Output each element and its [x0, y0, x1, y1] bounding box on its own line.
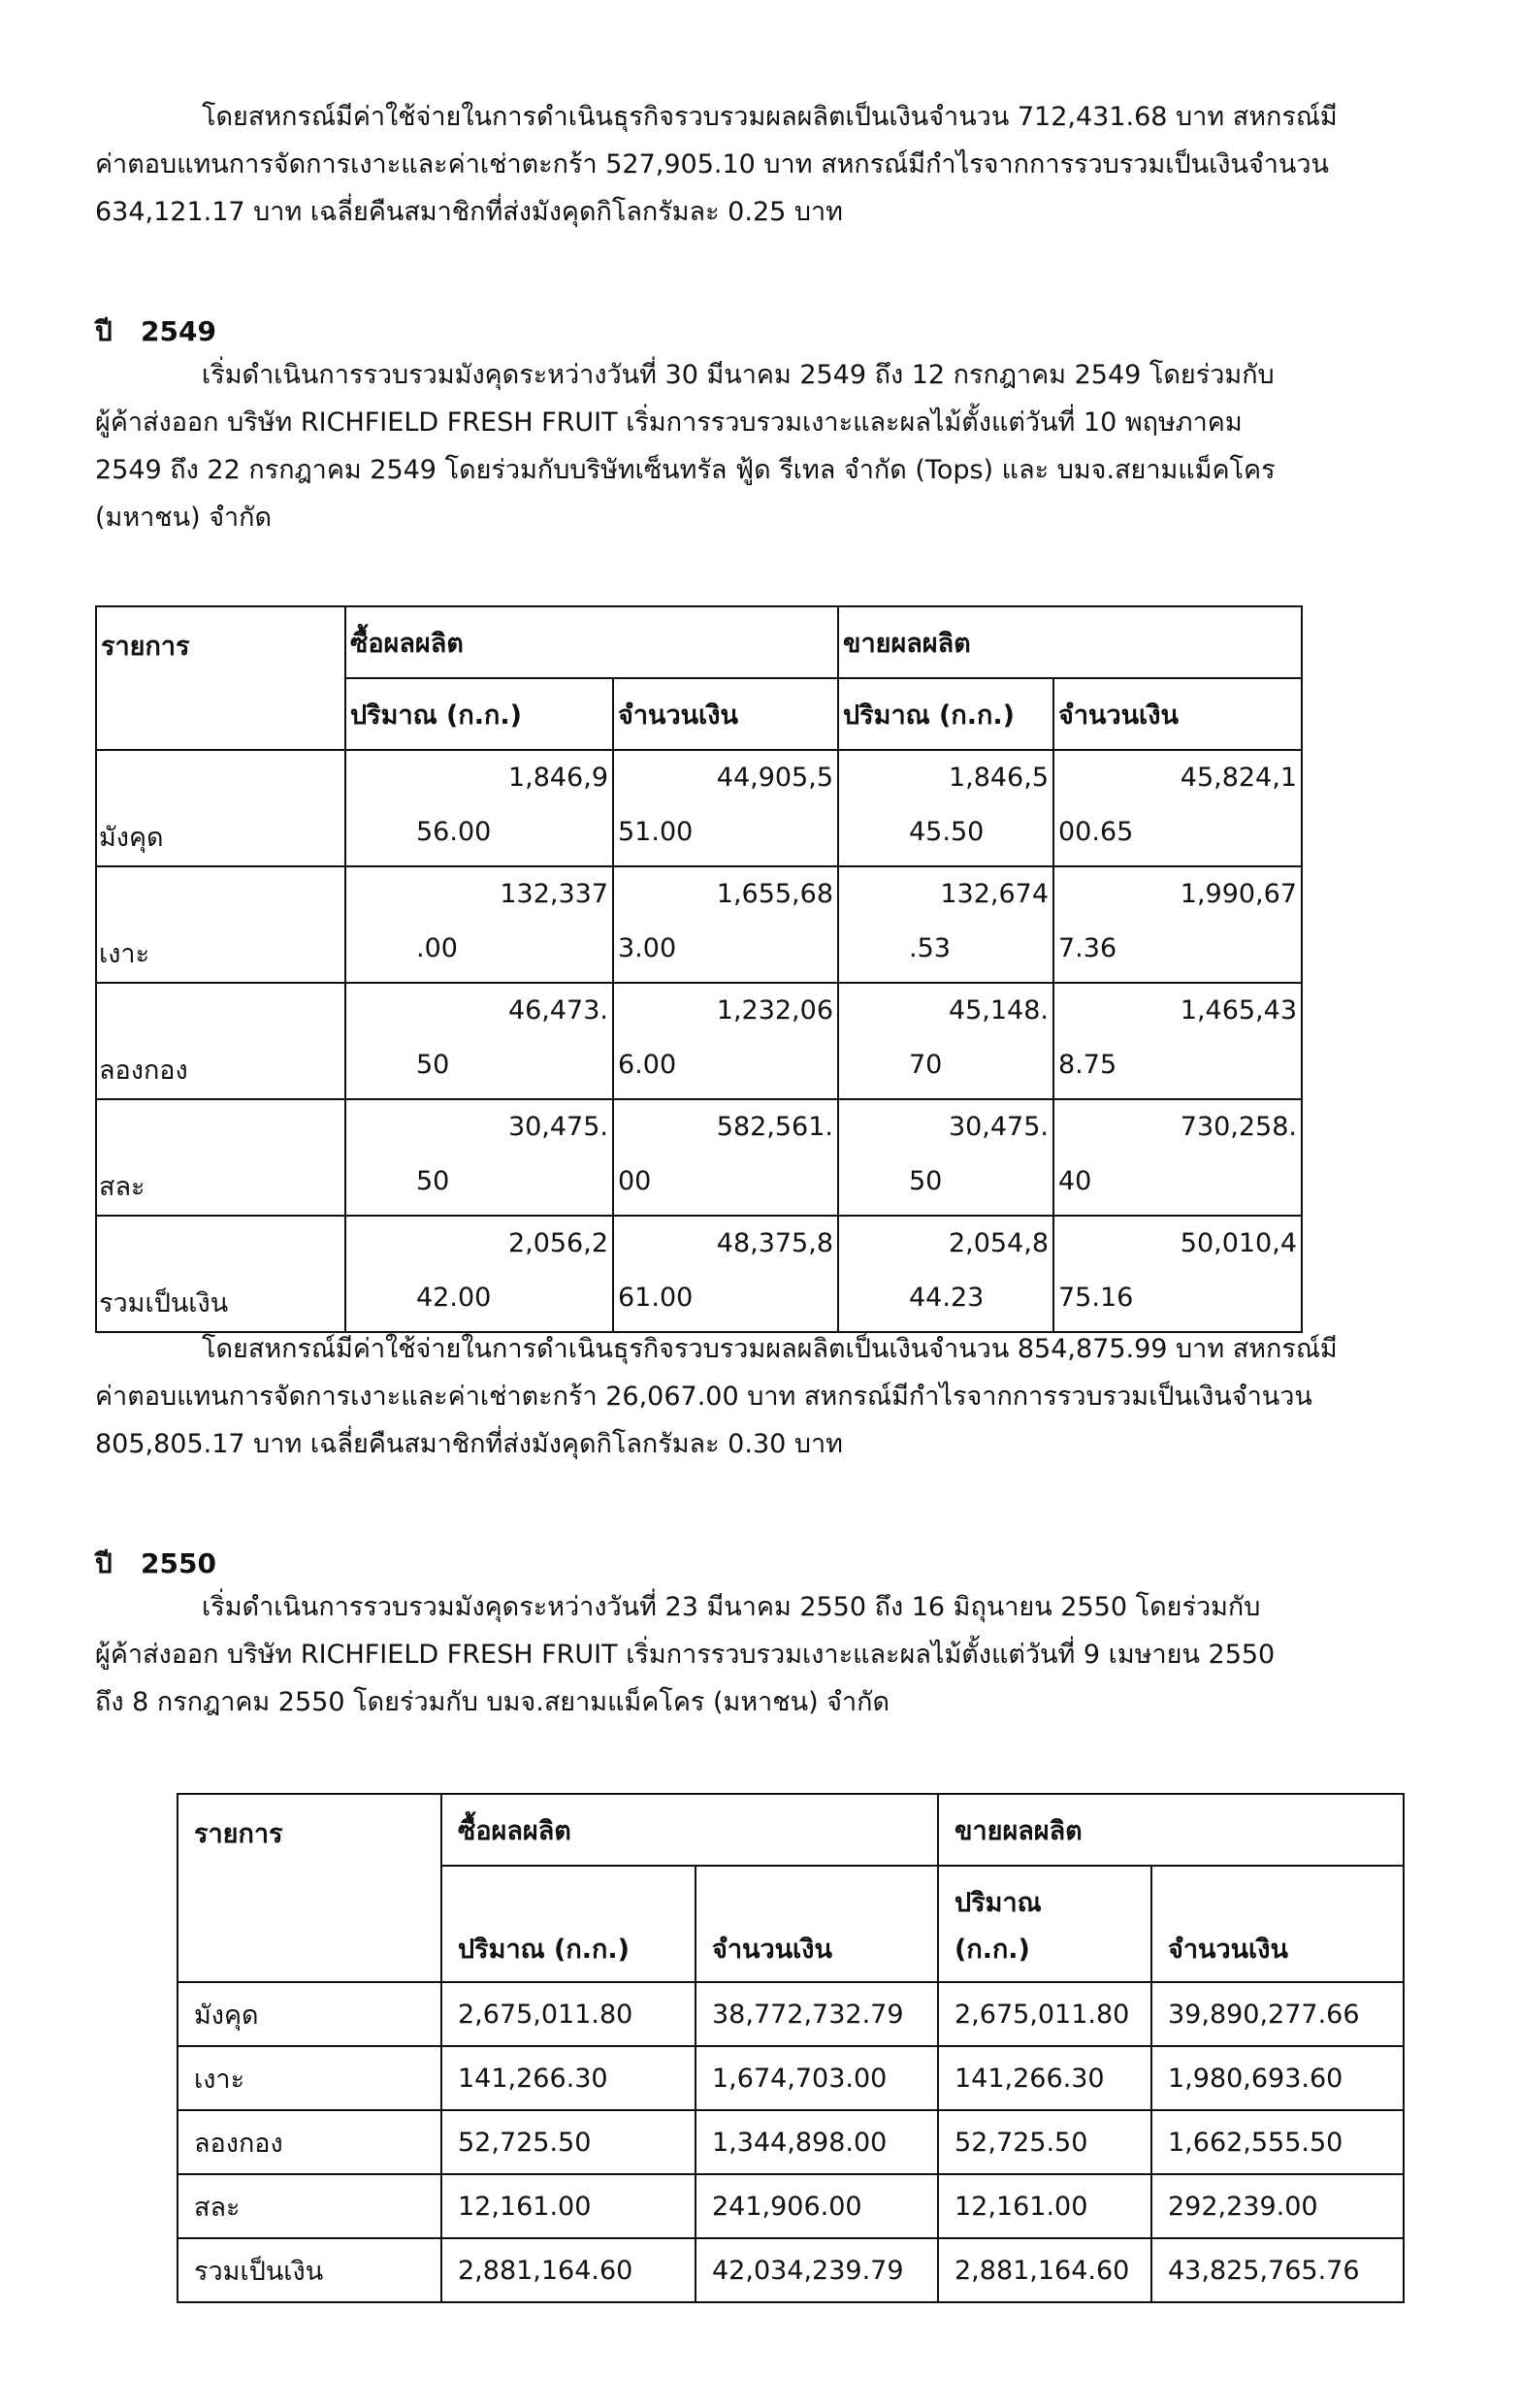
- cell-value-part-1: 46,473.: [507, 995, 608, 1025]
- cell-value-part-2: 40: [1058, 1166, 1092, 1196]
- cell-value-part-1: 730,258.: [1180, 1112, 1297, 1142]
- cell-sell-qty: [838, 866, 1053, 983]
- row-label: เงาะ: [178, 2046, 441, 2110]
- cell-value-part-1: 2,054,8: [948, 1228, 1049, 1258]
- p2550-line-1: เริ่มดำเนินการรวบรวมมังคุดระหว่างวันที่ 23 มีนาคม 2550 ถึง 16 มิถุนายน 2550 โดยร่วมกับ: [202, 1592, 1261, 1622]
- cell-sell-qty: 12,161.00: [938, 2174, 1151, 2238]
- t2-sub-sell-qty-line2: (ก.ก.): [955, 1935, 1030, 1965]
- t2-sub-sell-qty: [938, 1866, 1151, 1982]
- cell-value-part-2: .53: [909, 933, 951, 963]
- t1-sub-buy-amount: จำนวนเงิน: [613, 678, 838, 750]
- t1-sub-buy-qty: ปริมาณ (ก.ก.): [345, 678, 613, 750]
- table-row: [96, 750, 1302, 866]
- cell-buy-qty: [345, 983, 613, 1099]
- cell-sell-amt: [1053, 866, 1302, 983]
- cell-value-part-2: 61.00: [618, 1283, 694, 1313]
- cell-value-part-1: 50,010,4: [1180, 1228, 1297, 1258]
- cell-value-part-1: 132,674: [940, 879, 1049, 909]
- p2550-line-2: ผู้ค้าส่งออก บริษัท RICHFIELD FRESH FRUIT เริ่มการรวบรวมเงาะและผลไม้ตั้งแต่วันที่ 9 เมษายน 2550: [95, 1640, 1276, 1670]
- cell-value-part-2: 51.00: [618, 817, 694, 847]
- cell-buy-qty: 2,675,011.80: [441, 1982, 696, 2046]
- cell-value-part-2: 70: [909, 1050, 943, 1080]
- cell-sell-amt: 1,980,693.60: [1151, 2046, 1404, 2110]
- cell-buy-qty: [345, 750, 613, 866]
- cell-value-part-2: 42.00: [416, 1283, 492, 1313]
- t2-sub-sell-qty-line1: ปริมาณ: [955, 1888, 1042, 1918]
- t1-header-sell: ขายผลผลิต: [838, 606, 1302, 678]
- row-label: เงาะ: [96, 866, 345, 983]
- cell-value-part-1: 30,475.: [948, 1112, 1049, 1142]
- cell-buy-qty: [345, 1216, 613, 1332]
- intro-line-1: โดยสหกรณ์มีค่าใช้จ่ายในการดำเนินธุรกิจรวบรวมผลผลิตเป็นเงินจำนวน 712,431.68 บาท สหกรณ์มี: [202, 102, 1338, 132]
- cell-buy-amt: 241,906.00: [696, 2174, 938, 2238]
- table-row: [96, 1099, 1302, 1216]
- cell-sell-amt: 1,662,555.50: [1151, 2110, 1404, 2174]
- cell-value-part-2: 6.00: [618, 1050, 677, 1080]
- row-label: ลองกอง: [178, 2110, 441, 2174]
- cell-value-part-2: 50: [909, 1166, 943, 1196]
- cell-buy-amt: 42,034,239.79: [696, 2238, 938, 2302]
- cell-sell-amt: 39,890,277.66: [1151, 1982, 1404, 2046]
- cell-value-part-2: 44.23: [909, 1283, 985, 1313]
- cell-sell-amt: [1053, 983, 1302, 1099]
- row-label: มังคุด: [96, 750, 345, 866]
- row-label: รวมเป็นเงิน: [96, 1216, 345, 1332]
- t2-sub-sell-amount: จำนวนเงิน: [1151, 1866, 1404, 1982]
- intro-paragraph: [95, 93, 1472, 236]
- cell-sell-amt: [1053, 1099, 1302, 1216]
- table-row: [178, 2110, 1404, 2174]
- cell-buy-qty: 12,161.00: [441, 2174, 696, 2238]
- cell-buy-amt: 1,674,703.00: [696, 2046, 938, 2110]
- cell-value-part-1: 45,824,1: [1180, 763, 1297, 793]
- cell-value-part-1: 1,846,5: [948, 763, 1049, 793]
- table-row: [178, 2238, 1404, 2302]
- cell-sell-amt: 292,239.00: [1151, 2174, 1404, 2238]
- p2549s-line-3: 805,805.17 บาท เฉลี่ยคืนสมาชิกที่ส่งมังคุดกิโลกรัมละ 0.30 บาท: [95, 1429, 843, 1459]
- cell-sell-qty: [838, 750, 1053, 866]
- row-label: รวมเป็นเงิน: [178, 2238, 441, 2302]
- cell-sell-qty: 2,881,164.60: [938, 2238, 1151, 2302]
- t1-sub-sell-qty: ปริมาณ (ก.ก.): [838, 678, 1053, 750]
- table-row: [96, 983, 1302, 1099]
- cell-value-part-1: 1,990,67: [1180, 879, 1297, 909]
- cell-value-part-2: 00.65: [1058, 817, 1134, 847]
- table-row: [96, 1216, 1302, 1332]
- cell-sell-amt: 43,825,765.76: [1151, 2238, 1404, 2302]
- cell-value-part-2: 3.00: [618, 933, 677, 963]
- t2-sub-buy-amount: จำนวนเงิน: [696, 1866, 938, 1982]
- t1-header-buy: ซื้อผลผลิต: [345, 606, 838, 678]
- cell-sell-amt: [1053, 1216, 1302, 1332]
- cell-value-part-2: 75.16: [1058, 1283, 1134, 1313]
- t1-sub-sell-amount: จำนวนเงิน: [1053, 678, 1302, 750]
- cell-value-part-2: .00: [416, 933, 458, 963]
- p2549s-line-1: โดยสหกรณ์มีค่าใช้จ่ายในการดำเนินธุรกิจรวบรวมผลผลิตเป็นเงินจำนวน 854,875.99 บาท สหกรณ์มี: [202, 1334, 1338, 1364]
- cell-value-part-2: 50: [416, 1050, 450, 1080]
- table-row: [178, 2046, 1404, 2110]
- cell-buy-qty: [345, 866, 613, 983]
- table-row: [178, 2174, 1404, 2238]
- cell-value-part-1: 30,475.: [507, 1112, 608, 1142]
- cell-value-part-1: 1,846,9: [507, 763, 608, 793]
- t2-header-sell: ขายผลผลิต: [938, 1794, 1404, 1866]
- cell-value-part-2: 7.36: [1058, 933, 1117, 963]
- cell-buy-qty: 52,725.50: [441, 2110, 696, 2174]
- p2549-line-2: ผู้ค้าส่งออก บริษัท RICHFIELD FRESH FRUIT เริ่มการรวบรวมเงาะและผลไม้ตั้งแต่วันที่ 10 พฤษภาคม: [95, 407, 1243, 438]
- cell-sell-qty: [838, 983, 1053, 1099]
- cell-buy-amt: 38,772,732.79: [696, 1982, 938, 2046]
- cell-value-part-2: 50: [416, 1166, 450, 1196]
- cell-sell-qty: 52,725.50: [938, 2110, 1151, 2174]
- cell-sell-qty: 141,266.30: [938, 2046, 1151, 2110]
- table-2549: [95, 605, 1303, 1333]
- cell-value-part-2: 45.50: [909, 817, 985, 847]
- cell-value-part-1: 48,375,8: [716, 1228, 833, 1258]
- t2-header-item: รายการ: [178, 1794, 441, 1982]
- cell-value-part-2: 8.75: [1058, 1050, 1117, 1080]
- intro-line-3: 634,121.17 บาท เฉลี่ยคืนสมาชิกที่ส่งมังคุดกิโลกรัมละ 0.25 บาท: [95, 197, 843, 227]
- cell-sell-qty: [838, 1216, 1053, 1332]
- cell-buy-amt: [613, 983, 838, 1099]
- t1-header-item: รายการ: [96, 606, 345, 750]
- cell-buy-amt: [613, 1099, 838, 1216]
- cell-buy-amt: [613, 866, 838, 983]
- paragraph-2549: [95, 351, 1472, 541]
- cell-value-part-1: 44,905,5: [716, 763, 833, 793]
- paragraph-2549-summary: [95, 1325, 1472, 1468]
- cell-value-part-1: 132,337: [500, 879, 608, 909]
- cell-buy-amt: 1,344,898.00: [696, 2110, 938, 2174]
- cell-value-part-1: 582,561.: [716, 1112, 833, 1142]
- cell-value-part-1: 1,465,43: [1180, 995, 1297, 1025]
- p2549-line-1: เริ่มดำเนินการรวบรวมมังคุดระหว่างวันที่ 30 มีนาคม 2549 ถึง 12 กรกฎาคม 2549 โดยร่วมกับ: [202, 360, 1275, 390]
- heading-2549: ปี 2549: [95, 315, 216, 347]
- cell-buy-amt: [613, 1216, 838, 1332]
- paragraph-2550: [95, 1583, 1472, 1726]
- p2550-line-3: ถึง 8 กรกฎาคม 2550 โดยร่วมกับ บมจ.สยามแม็คโคร (มหาชน) จำกัด: [95, 1687, 890, 1717]
- heading-2550: ปี 2550: [95, 1547, 216, 1579]
- cell-value-part-1: 1,655,68: [716, 879, 833, 909]
- t2-header-buy: ซื้อผลผลิต: [441, 1794, 938, 1866]
- p2549s-line-2: ค่าตอบแทนการจัดการเงาะและค่าเช่าตะกร้า 26,067.00 บาท สหกรณ์มีกำไรจากการรวบรวมเป็นเงินจำนวน: [95, 1382, 1312, 1412]
- row-label: มังคุด: [178, 1982, 441, 2046]
- cell-sell-qty: 2,675,011.80: [938, 1982, 1151, 2046]
- p2549-line-4: (มหาชน) จำกัด: [95, 503, 273, 533]
- row-label: สละ: [178, 2174, 441, 2238]
- cell-value-part-1: 45,148.: [948, 995, 1049, 1025]
- cell-buy-qty: [345, 1099, 613, 1216]
- table-row: [178, 1982, 1404, 2046]
- row-label: สละ: [96, 1099, 345, 1216]
- p2549-line-3: 2549 ถึง 22 กรกฎาคม 2549 โดยร่วมกับบริษัทเซ็นทรัล ฟู้ด รีเทล จำกัด (Tops) และ บมจ.สยามแม็คโคร: [95, 455, 1276, 485]
- cell-sell-qty: [838, 1099, 1053, 1216]
- cell-value-part-1: 1,232,06: [716, 995, 833, 1025]
- intro-line-2: ค่าตอบแทนการจัดการเงาะและค่าเช่าตะกร้า 527,905.10 บาท สหกรณ์มีกำไรจากการรวบรวมเป็นเงินจำนวน: [95, 149, 1330, 179]
- table-2550: [177, 1793, 1405, 2303]
- cell-buy-qty: 141,266.30: [441, 2046, 696, 2110]
- cell-buy-amt: [613, 750, 838, 866]
- cell-sell-amt: [1053, 750, 1302, 866]
- cell-value-part-2: 56.00: [416, 817, 492, 847]
- row-label: ลองกอง: [96, 983, 345, 1099]
- cell-value-part-2: 00: [618, 1166, 652, 1196]
- t2-sub-buy-qty: ปริมาณ (ก.ก.): [441, 1866, 696, 1982]
- cell-buy-qty: 2,881,164.60: [441, 2238, 696, 2302]
- table-row: [96, 866, 1302, 983]
- cell-value-part-1: 2,056,2: [507, 1228, 608, 1258]
